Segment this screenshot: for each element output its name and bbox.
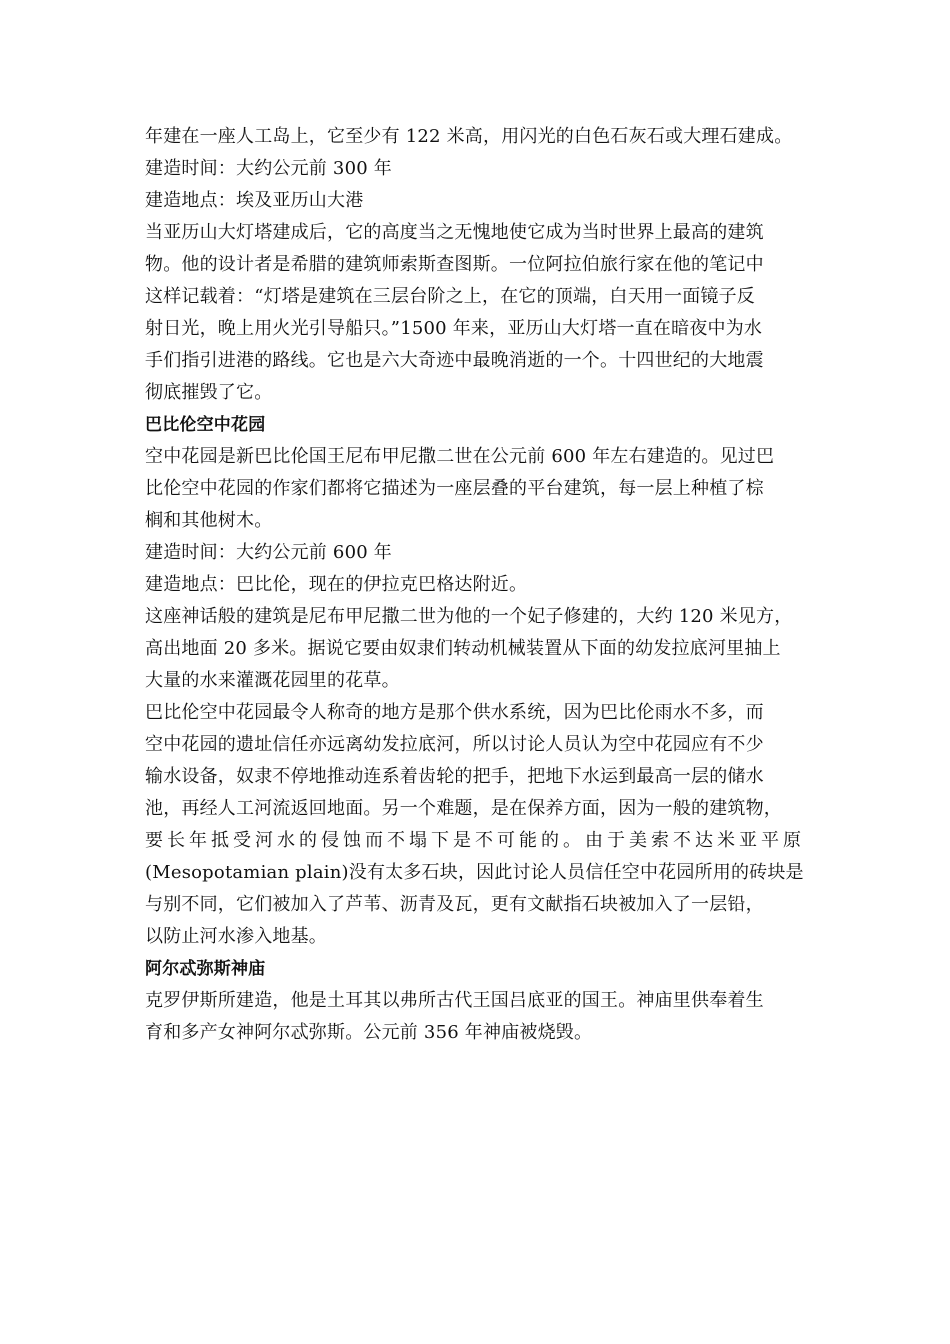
construction-time-line: 建造时间：大约公元前 300 年 <box>145 158 392 179</box>
text-line: 高出地面 20 多米。据说它要由奴隶们转动机械装置从下面的幼发拉底河里抽上 <box>145 638 781 659</box>
text-line: 物。他的设计者是希腊的建筑师索斯查图斯。一位阿拉伯旅行家在他的笔记中 <box>145 254 764 275</box>
text-line: 巴比伦空中花园最令人称奇的地方是那个供水系统，因为巴比伦雨水不多，而 <box>145 702 764 723</box>
construction-time-line: 建造时间：大约公元前 600 年 <box>145 542 392 563</box>
text-line: (Mesopotamian plain)没有太多石块，因此讨论人员信任空中花园所用的砖块是 <box>145 862 804 883</box>
text-line: 年建在一座人工岛上，它至少有 122 米高，用闪光的白色石灰石或大理石建成。 <box>145 126 793 147</box>
text-line: 这座神话般的建筑是尼布甲尼撒二世为他的一个妃子修建的，大约 120 米见方， <box>145 606 793 627</box>
text-line: 大量的水来灌溉花园里的花草。 <box>145 670 400 691</box>
text-line: 要长年抵受河水的侵蚀而不塌下是不可能的。由于美索不达米亚平原 <box>145 830 805 851</box>
text-line: 彻底摧毁了它。 <box>145 382 273 403</box>
text-line: 输水设备，奴隶不停地推动连系着齿轮的把手，把地下水运到最高一层的储水 <box>145 766 764 787</box>
text-line: 比伦空中花园的作家们都将它描述为一座层叠的平台建筑，每一层上种植了棕 <box>145 478 764 499</box>
text-line: 与别不同，它们被加入了芦苇、沥青及瓦，更有文献指石块被加入了一层铅， <box>145 894 764 915</box>
construction-location-line: 建造地点：巴比伦，现在的伊拉克巴格达附近。 <box>145 574 528 595</box>
text-line: 空中花园的遗址信任亦远离幼发拉底河，所以讨论人员认为空中花园应有不少 <box>145 734 764 755</box>
section-heading: 阿尔忒弥斯神庙 <box>145 959 266 979</box>
text-line: 池，再经人工河流返回地面。另一个难题，是在保养方面，因为一般的建筑物， <box>145 798 782 819</box>
document-page <box>145 121 810 1049</box>
text-line: 育和多产女神阿尔忒弥斯。公元前 356 年神庙被烧毁。 <box>145 1022 593 1043</box>
section-heading: 巴比伦空中花园 <box>145 415 266 435</box>
text-line: 以防止河水渗入地基。 <box>145 926 327 947</box>
text-line: 空中花园是新巴比伦国王尼布甲尼撒二世在公元前 600 年左右建造的。见过巴 <box>145 446 775 467</box>
text-line: 克罗伊斯所建造，他是土耳其以弗所古代王国吕底亚的国王。神庙里供奉着生 <box>145 990 764 1011</box>
text-line: 当亚历山大灯塔建成后，它的高度当之无愧地使它成为当时世界上最高的建筑 <box>145 222 764 243</box>
text-line: 手们指引进港的路线。它也是六大奇迹中最晚消逝的一个。十四世纪的大地震 <box>145 350 764 371</box>
construction-location-line: 建造地点：埃及亚历山大港 <box>145 190 364 211</box>
text-line: 这样记载着：“灯塔是建筑在三层台阶之上，在它的顶端，白天用一面镜子反 <box>145 286 755 307</box>
text-line: 榈和其他树木。 <box>145 510 273 531</box>
text-line: 射日光，晚上用火光引导船只。”1500 年来，亚历山大灯塔一直在暗夜中为水 <box>145 318 763 339</box>
